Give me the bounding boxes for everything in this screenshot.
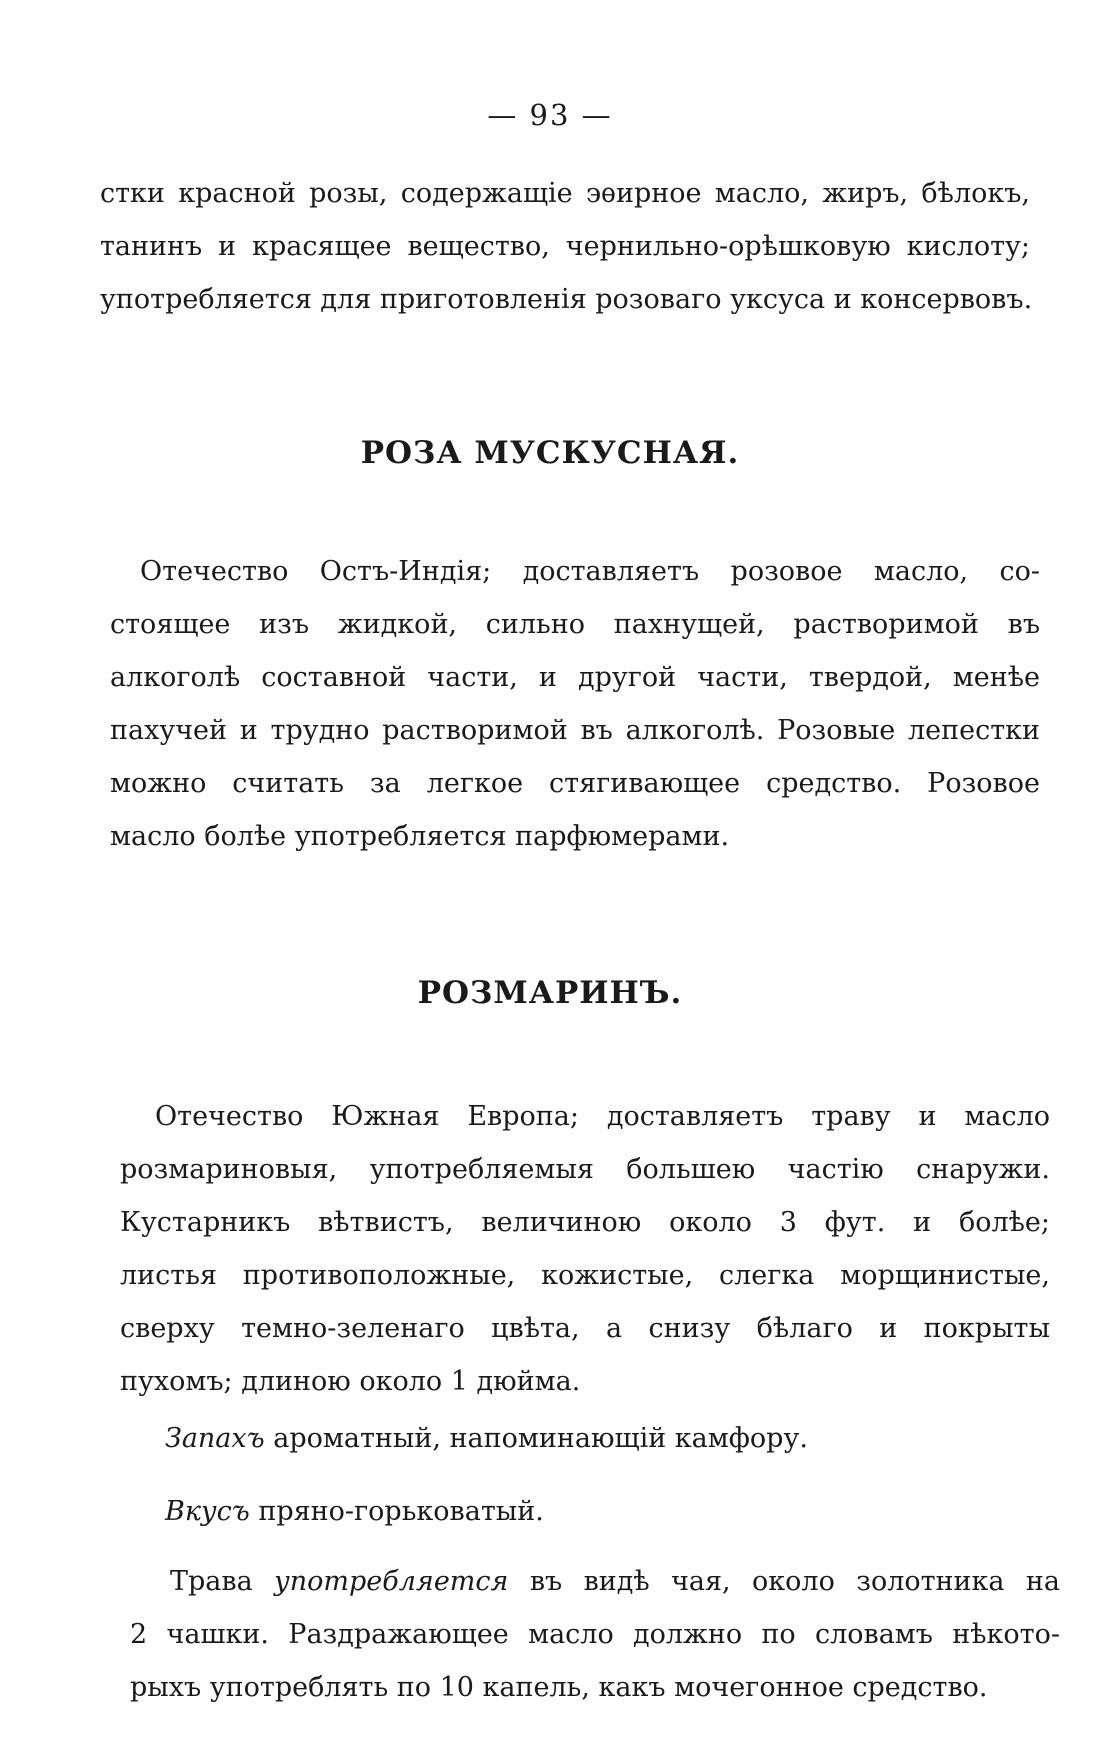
smell-label: Запахъ	[165, 1423, 265, 1454]
paragraph-line: листья противоположные, кожистые, слегка морщинистые,	[120, 1260, 1050, 1291]
paragraph-line: рыхъ употреблять по 10 капель, какъ мочегонное средство.	[130, 1672, 988, 1703]
paragraph-line: танинъ и красящее вещество, чернильно-орѣшковую кислоту;	[100, 231, 1030, 262]
usage-label: употребляется	[274, 1566, 509, 1597]
usage-paragraph	[130, 1555, 1060, 1714]
smell-text: ароматный, напоминающій камфору.	[273, 1423, 808, 1454]
paragraph-line: 2 чашки. Раздражающее масло должно по словамъ нѣкото-	[130, 1619, 1060, 1650]
paragraph-line: Кустарникъ вѣтвистъ, величиною около 3 фут. и болѣе;	[120, 1207, 1050, 1238]
paragraph-line: сверху темно-зеленаго цвѣта, а снизу бѣлаго и покрыты	[120, 1313, 1050, 1344]
section-heading-rosa-moschata: РОЗА МУСКУСНАЯ.	[360, 435, 740, 471]
section-heading-rosmarinus: РОЗМАРИНЪ.	[417, 975, 683, 1011]
paragraph-line: стки красной розы, содержащіе эѳирное масло, жиръ, бѣлокъ,	[100, 178, 1030, 209]
paragraph-line: Отечество Южная Европа; доставляетъ траву и масло	[155, 1101, 1050, 1132]
paragraph-line: употребляется для приготовленія розоваго уксуса и консервовъ.	[100, 284, 1033, 315]
usage-rest: въ видѣ чая, около золотника на	[529, 1566, 1060, 1597]
paragraph-line: розмариновыя, употребляемыя большею частію снаружи.	[120, 1154, 1050, 1185]
paragraph-line: масло болѣе употребляется парфюмерами.	[110, 821, 730, 852]
paragraph-line: алкоголѣ составной части, и другой части, твердой, менѣе	[110, 662, 1040, 693]
section-1-paragraph	[110, 545, 1040, 863]
paragraph-line: Отечество Остъ-Индія; доставляетъ розовое масло, со-	[140, 556, 1040, 587]
paragraph-line: пухомъ; длиною около 1 дюйма.	[120, 1366, 581, 1397]
paragraph-line: пахучей и трудно растворимой въ алкоголѣ. Розовые лепестки	[110, 715, 1040, 746]
paragraph-line	[130, 1555, 1060, 1608]
paragraph-line: можно считать за легкое стягивающее средство. Розовое	[110, 768, 1040, 799]
section-2-paragraph	[120, 1090, 1050, 1408]
taste-line	[165, 1485, 1045, 1538]
taste-text: пряно-горьковатый.	[258, 1496, 544, 1527]
paragraph-line: стоящее изъ жидкой, сильно пахнущей, растворимой въ	[110, 609, 1040, 640]
taste-label: Вкусъ	[165, 1496, 250, 1527]
smell-line	[165, 1412, 1045, 1465]
top-paragraph	[100, 167, 1033, 326]
usage-start: Трава	[170, 1566, 253, 1597]
page-number: — 93 —	[487, 98, 613, 132]
